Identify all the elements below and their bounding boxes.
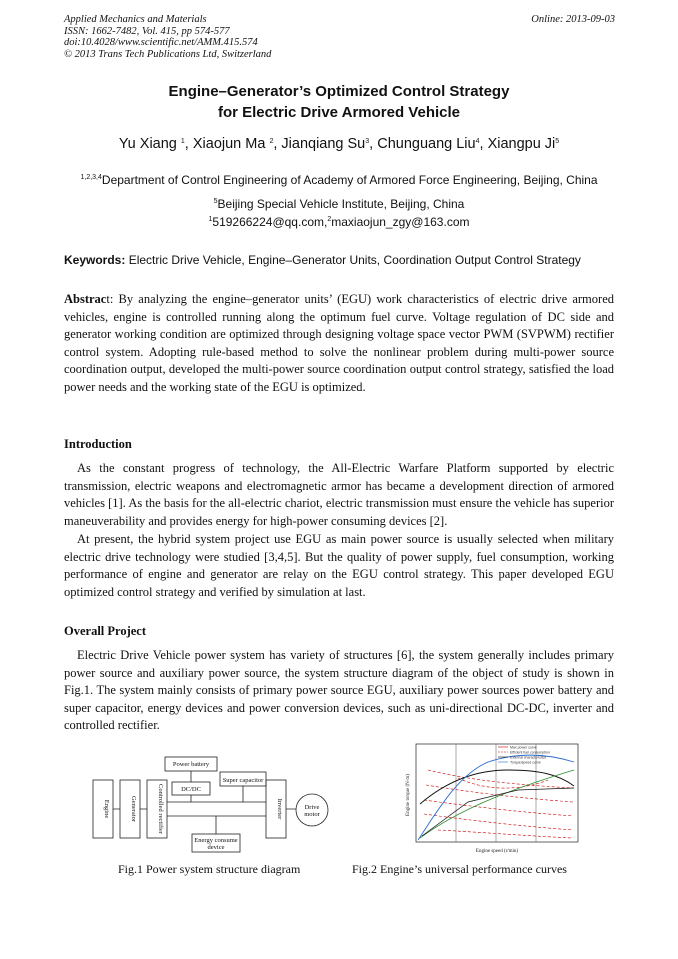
affiliation-2: $^5$Beijing Special Vehicle Institute, Beijing, China bbox=[213, 197, 465, 211]
inverter-label: Inverter bbox=[276, 798, 283, 820]
x-axis-label: Engine speed (r/min) bbox=[475, 849, 519, 854]
super-capacitor-label: Super capacitor bbox=[222, 777, 264, 784]
journal-issn: ISSN: 1662-7482, Vol. 415, pp 574-577 bbox=[64, 25, 230, 37]
online-date: Online: 2013-09-03 bbox=[531, 14, 615, 25]
section-heading-overall-project: Overall Project bbox=[64, 624, 147, 638]
legend-entry: Efficient fuel consumption bbox=[510, 750, 550, 755]
legend-entry: Max power curve bbox=[510, 745, 537, 750]
keywords-label: Keywords: bbox=[64, 253, 126, 267]
engine-label: Engine bbox=[103, 799, 110, 819]
drive-motor-label-2: motor bbox=[304, 811, 320, 818]
paper-title bbox=[0, 81, 678, 123]
legend-entry: External characteristics bbox=[510, 755, 547, 760]
external-characteristic-curve bbox=[420, 770, 574, 804]
journal-copyright: © 2013 Trans Tech Publications Ltd, Switzerland bbox=[64, 48, 272, 60]
paragraph: At present, the hybrid system project use EGU as main power source is usually selected when military electric drive technology were studied [3,4,5]. But the quality of power supply, fuel consumption, working performance of engine and generator are relay on the EGU control strategy. This paper developed EGU optimized control strategy and verified by simulation at last. bbox=[64, 532, 614, 599]
author-list bbox=[0, 136, 678, 152]
efficiency-contours bbox=[424, 770, 573, 838]
abstract-label: Abstrac bbox=[64, 292, 107, 306]
paragraph: Electric Drive Vehicle power system has variety of structures [6], the system generally includes primary power source and auxiliary power source, the system structure diagram of the object of study is shown in Fig.1. The system mainly consists of primary power source EGU, auxiliary power sources power battery and super capacitor, energy devices and power conversion devices, such as uni-directional DC-DC, inverter and controlled rectifier. bbox=[64, 648, 614, 733]
abstract-text: : By analyzing the engine–generator units’ (EGU) work characteristics of electric drive armored vehicles, engine is controlled running along the optimum fuel curve. Voltage regulation of DC side and generator working condition are optimized through designing voltage space vector PWM (SVPWM) rectifier control system. Adopting rule-based method to solve the nonlinear problem during multi-power source coordination output, developed the multi-power source coordination output control strategy, satisfied the load power needs and the working state of the EGU is optimized. bbox=[64, 292, 614, 394]
drive-motor-label-1: Drive bbox=[304, 804, 320, 811]
journal-meta bbox=[64, 14, 271, 60]
journal-name: Applied Mechanics and Materials bbox=[64, 14, 207, 25]
chart-legend bbox=[498, 746, 550, 765]
engine-performance-chart bbox=[398, 740, 588, 858]
power-battery-label: Power battery bbox=[172, 761, 210, 768]
title-line-1: Engine–Generator’s Optimized Control Strategy bbox=[168, 83, 510, 100]
abstract: Abstract: By analyzing the engine–generator units’ (EGU) work characteristics of electric drive armored vehicles, engine is controlled running along the optimum fuel curve. Voltage regulation of DC side and generator working condition are optimized through designing voltage space vector PWM (SVPWM) rectifier control system. Adopting rule-based method to solve the nonlinear problem during multi-power source coordination output, developed the multi-power source coordination output control strategy, satisfied the load power needs and the working state of the EGU is optimized. bbox=[64, 292, 614, 394]
energy-device-label-1: Energy consume bbox=[194, 837, 238, 844]
optimal-curve bbox=[420, 770, 574, 838]
y-axis-label: Engine torque (N·m) bbox=[406, 774, 411, 816]
email-link[interactable]: 519266224@qq.com, bbox=[212, 215, 328, 229]
paragraph: As the constant progress of technology, the All-Electric Warfare Platform supported by electric transmission, electric weapons and electromagnetic armor has became a development direction of armored vehicles [1]. As the basis for the all-electric chariot, electric transmission must ensure the vehicle has superior maneuverability and provides energy for high-power consuming devices [2]. bbox=[64, 461, 614, 528]
keywords bbox=[64, 253, 616, 267]
author: Jianqiang Su$^3$, bbox=[281, 136, 378, 152]
legend-entry: Torque/speed curve bbox=[510, 760, 541, 765]
author-emails: $^1$519266224@qq.com,$^2$maxiaojun_zgy@163.com bbox=[208, 215, 470, 229]
author: Chunguang Liu$^4$, bbox=[377, 136, 488, 152]
generator-label: Generator bbox=[130, 796, 137, 822]
author: Xiaojun Ma $^2$, bbox=[192, 136, 282, 152]
author: Yu Xiang $^1$, bbox=[118, 136, 193, 152]
power-system-diagram bbox=[90, 752, 340, 856]
affiliation-1: $^{1,2,3,4}$Department of Control Engineering of Academy of Armored Force Engineering, Beijing, China bbox=[80, 173, 598, 187]
author: Xiangpu Ji$^5$ bbox=[487, 136, 560, 152]
keywords-text: Electric Drive Vehicle, Engine–Generator Units, Coordination Output Control Strategy bbox=[125, 253, 581, 267]
email-link[interactable]: maxiaojun_zgy@163.com bbox=[331, 215, 470, 229]
rectifier-label: Controlled rectifier bbox=[157, 784, 164, 834]
plot-area bbox=[416, 744, 578, 842]
figure-2-caption: Fig.2 Engine’s universal performance curves bbox=[352, 862, 567, 876]
figure-1-caption: Fig.1 Power system structure diagram bbox=[118, 862, 301, 876]
dcdc-label: DC/DC bbox=[181, 786, 201, 793]
energy-device-label-2: device bbox=[207, 844, 225, 851]
journal-doi[interactable]: doi:10.4028/www.scientific.net/AMM.415.574 bbox=[64, 37, 258, 48]
section-heading-introduction: Introduction bbox=[64, 437, 132, 451]
title-line-2: for Electric Drive Armored Vehicle bbox=[217, 104, 461, 121]
